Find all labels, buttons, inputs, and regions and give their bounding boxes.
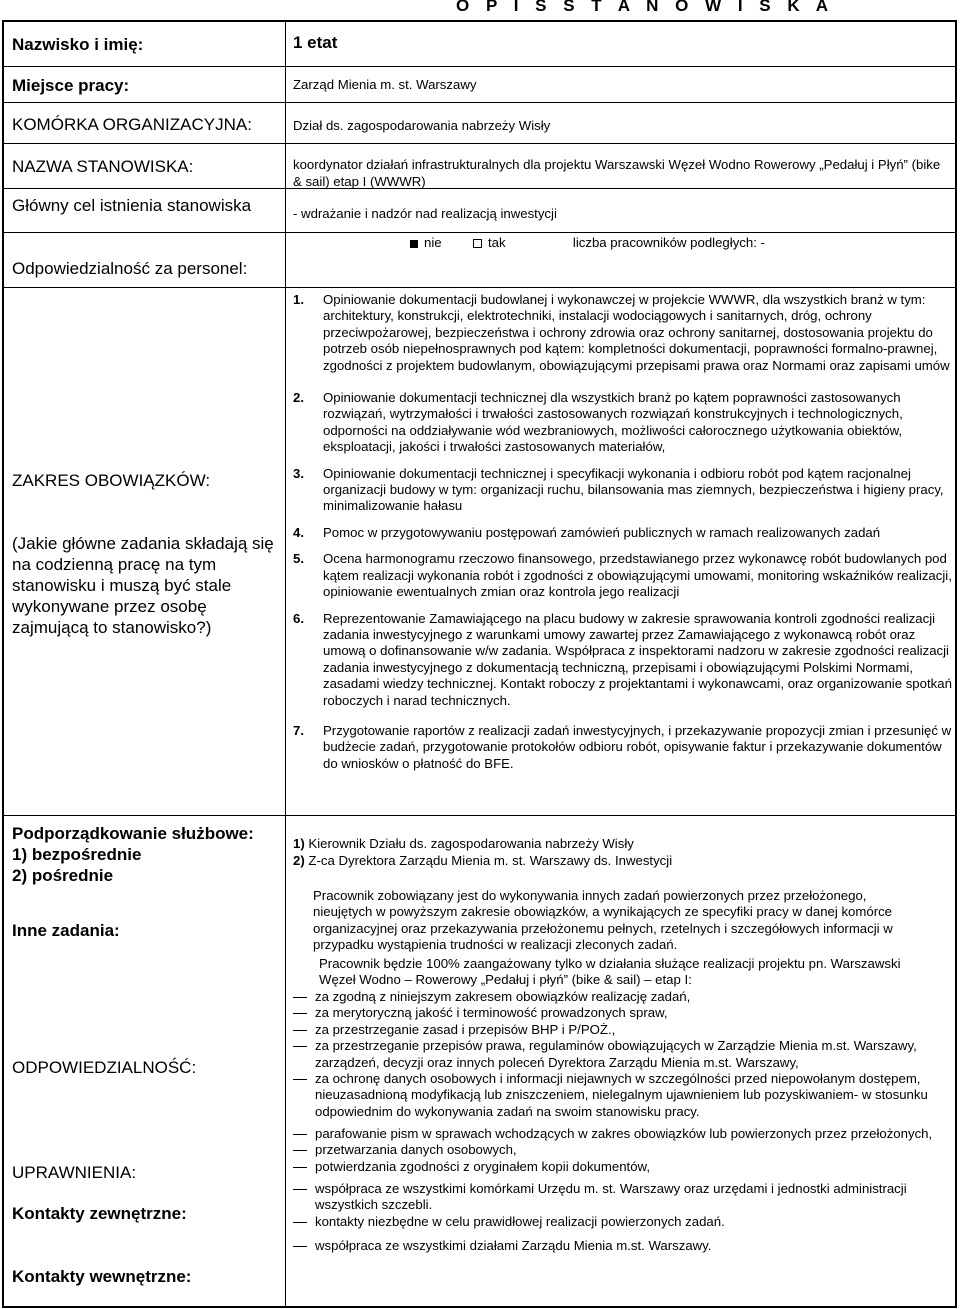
duty-number: 3. <box>293 465 304 481</box>
workplace-label: Miejsce pracy: <box>12 76 130 95</box>
duty-item <box>293 292 953 374</box>
duty-item <box>293 525 953 541</box>
duties-list <box>293 292 953 782</box>
rights-label: UPRAWNIENIA: <box>12 1163 137 1182</box>
position-label: NAZWA STANOWISKA: <box>12 157 194 176</box>
duty-item <box>293 611 953 709</box>
goal-label: Główny cel istnienia stanowiska <box>12 196 252 215</box>
subordination-label: Podporządkowanie służbowe: 1) bezpośrednie 2) pośrednie <box>12 824 254 885</box>
personnel-no: nie <box>424 235 442 250</box>
document-title: O P I S S T A N O W I S K A <box>456 0 834 15</box>
responsibility-item: za zgodną z niniejszym zakresem obowiązków realizację zadań, <box>293 989 933 1005</box>
external-contacts-label: Kontakty zewnętrzne: <box>12 1204 187 1223</box>
subordination-direct: Kierownik Działu ds. zagospodarowania nabrzeży Wisły <box>308 836 634 851</box>
duty-text: Opiniowanie dokumentacji technicznej i specyfikacji wykonania i odbioru robót pod kątem racjonalnej organizacji budowy w tym: organizacji ruchu, bilansowania mas ziemnych, bezpieczeństwa i higieny pracy, minimalizowanie hałasu <box>323 465 944 514</box>
internal-contacts-list <box>293 1238 933 1254</box>
personnel-options <box>410 235 930 252</box>
subordination-values: 1) Kierownik Działu ds. zagospodarowania nabrzeży Wisły 2) Z-ca Dyrektora Zarządu Mienia m. st. Warszawy ds. Inwestycji <box>293 836 673 868</box>
duty-number: 6. <box>293 610 304 626</box>
duty-item <box>293 466 953 515</box>
duty-text: Opiniowanie dokumentacji budowlanej i wykonawczej w projekcie WWWR, dla wszystkich branż w tym: architektury, konstrukcji, elektrotechniki, instalacji wodociągowych i sanitarnych, dróg, ochrony przeciwpożarowej, bezpieczeństwa i ochrony zdrowia oraz ochrony sanitarnej, dostosowania projektu do potrzeb osób niepełnosprawnych pod kątem: kompletności dokumentacji, poprawności formalno-prawnej, zgodności z projektem budowlanym, obowiązującymi przepisami prawa oraz Normami oraz zapisami umów <box>323 292 950 373</box>
checkbox-checked-icon[interactable] <box>410 240 418 248</box>
duty-number: 2. <box>293 390 304 406</box>
row-divider <box>2 232 957 233</box>
duties-label: ZAKRES OBOWIĄZKÓW: <box>12 471 211 490</box>
subordination-direct-label: 1) bezpośrednie <box>12 845 142 864</box>
duty-item <box>293 390 953 456</box>
subordination-indirect: Z-ca Dyrektora Zarządu Mienia m. st. Warszawy ds. Inwestycji <box>308 852 673 868</box>
position-value: koordynator działań infrastrukturalnych dla projektu Warszawski Węzeł Wodno Rowerowy „Pedałuj i Płyń” (bike & sail) etap I (WWWR) <box>293 157 941 189</box>
responsibility-list <box>293 989 933 1120</box>
internal-contacts-label: Kontakty wewnętrzne: <box>12 1267 192 1286</box>
row-divider <box>2 66 957 67</box>
subordination-indirect-label: 2) pośrednie <box>12 866 114 885</box>
responsibility-label: ODPOWIEDZIALNOŚĆ: <box>12 1058 197 1077</box>
workplace-value: Zarząd Mienia m. st. Warszawy <box>293 77 477 92</box>
responsibility-item: za przestrzeganie zasad i przepisów BHP i P/POŻ., <box>293 1022 933 1038</box>
other-text-2: Pracownik będzie 100% zaangażowany tylko w działania służące realizacji projektu pn. Warszawski Węzeł Wodno – Rowerowy „Pedałuj i płyń” (bike & sail) – etap I: <box>319 956 901 988</box>
unit-value: Dział ds. zagospodarowania nabrzeży Wisły <box>293 118 551 133</box>
duty-number: 7. <box>293 722 304 738</box>
checkbox-empty-icon[interactable] <box>473 239 482 248</box>
internal-contact-item: współpraca ze wszystkimi działami Zarządu Mienia m.st. Warszawy. <box>293 1238 933 1254</box>
duty-item <box>293 723 953 772</box>
name-value: 1 etat <box>293 33 338 52</box>
external-contacts-list <box>293 1181 933 1230</box>
row-divider <box>2 143 957 144</box>
other-label: Inne zadania: <box>12 921 120 940</box>
personnel-label: Odpowiedzialność za personel: <box>12 259 248 278</box>
row-divider <box>2 815 957 816</box>
rights-list <box>293 1126 933 1175</box>
duty-number: 4. <box>293 524 304 540</box>
external-contact-item: współpraca ze wszystkimi komórkami Urzędu m. st. Warszawy oraz urzędami i jednostki administracji wszystkich szczebli. <box>293 1181 933 1214</box>
rights-item: przetwarzania danych osobowych, <box>293 1142 933 1158</box>
duties-sublabel: (Jakie główne zadania składają się na codzienną pracę na tym stanowisku i muszą być stale wykonywane przez osobę zajmującą to stanowisko?) <box>12 534 274 637</box>
other-text: Pracownik zobowiązany jest do wykonywania innych zadań powierzonych przez przełożonego, nieujętych w powyższym zakresie obowiązków, a wynikających ze specyfiki pracy w danej komórce organizacyjnej oraz przekazywania przełożonemu pełnych, rzetelnych i szczegółowych informacji w przypadku wystąpienia trudności w realizacji zleconych zadań. <box>313 888 893 953</box>
duty-number: 1. <box>293 292 304 307</box>
duty-item <box>293 551 953 600</box>
personnel-count: liczba pracowników podległych: - <box>572 235 765 250</box>
rights-item: potwierdzania zgodności z oryginałem kopii dokumentów, <box>293 1159 933 1175</box>
responsibility-item: za ochronę danych osobowych i informacji niejawnych w szczególności przed niepowołanym dostępem, nieuzasadnioną modyfikacją lub zniszczeniem, nielegalnym ujawnieniem lub pozyskiwaniem- w stosunku odpowiednim do wykonywania zadań na swoim stanowisku pracy. <box>293 1071 933 1120</box>
responsibility-item: za merytoryczną jakość i terminowość prowadzonych spraw, <box>293 1005 933 1021</box>
column-divider <box>285 20 286 1308</box>
duty-text: Przygotowanie raportów z realizacji zadań inwestycyjnych, i przekazywanie propozycji zmian i przesunięć w budżecie zadań, przygotowanie protokołów odbioru robót, opisywanie faktur i przekazywanie dokumentów do wniosków o płatność do BFE. <box>323 722 952 771</box>
duty-text: Ocena harmonogramu rzeczowo finansowego, przedstawianego przez wykonawcę robót budowlanych pod kątem realizacji wykonania robót i zgodności z obowiązującymi umowami, monitoring wskaźników realizacji, opiniowanie ewentualnych zmian oraz kontrola jego realizacji <box>323 551 952 600</box>
duty-text: Opiniowanie dokumentacji technicznej dla wszystkich branż po kątem poprawności zastosowanych rozwiązań, wytrzymałości i trwałości zastosowanych rozwiązań konstrukcyjnych i technologicznych, odporności na oddziaływanie wód wezbraniowych, możliwości całorocznego użytkowania obiektów, eksploatacji, jakości i trwałości zastosowanych materiałów, <box>323 390 903 455</box>
row-divider <box>2 102 957 103</box>
external-contact-item: kontakty niezbędne w celu prawidłowej realizacji powierzonych zadań. <box>293 1214 933 1230</box>
goal-value: - wdrażanie i nadzór nad realizacją inwestycji <box>293 206 557 221</box>
rights-item: parafowanie pism w sprawach wchodzących w zakres obowiązków lub powierzonych przez przełożonych, <box>293 1126 933 1142</box>
responsibility-item: za przestrzeganie przepisów prawa, regulaminów obowiązujących w Zarządzie Mienia m.st. Warszawy, zarządzeń, decyzji oraz innych poleceń Dyrektora Zarządu Mienia m.st. Warszawy, <box>293 1038 933 1071</box>
unit-label: KOMÓRKA ORGANIZACYJNA: <box>12 115 252 134</box>
duty-number: 5. <box>293 551 304 567</box>
personnel-yes: tak <box>487 235 506 250</box>
duty-text: Reprezentowanie Zamawiającego na placu budowy w zakresie sprawowania kontroli zgodności realizacji zadania inwestycyjnego z warunkami umowy zawartej przez Zamawiającego z wykonawcą robót oraz umową o dofinansowanie w/w zadania. Współpraca z inspektorami nadzoru w zakresie zgodności realizacji zadania inwestycyjnego z dokumentacją techniczną, przepisami i obowiązującymi Polskimi Normami, zasadami wiedzy technicznej. Kontakt roboczy z projektantami i wykonawcami, oraz organizowanie spotkań roboczych i narad technicznych. <box>323 610 952 708</box>
name-label: Nazwisko i imię: <box>12 35 144 54</box>
row-divider <box>2 287 957 288</box>
duty-text: Pomoc w przygotowywaniu postępowań zamówień publicznych w ramach realizowanych zadań <box>323 524 881 540</box>
